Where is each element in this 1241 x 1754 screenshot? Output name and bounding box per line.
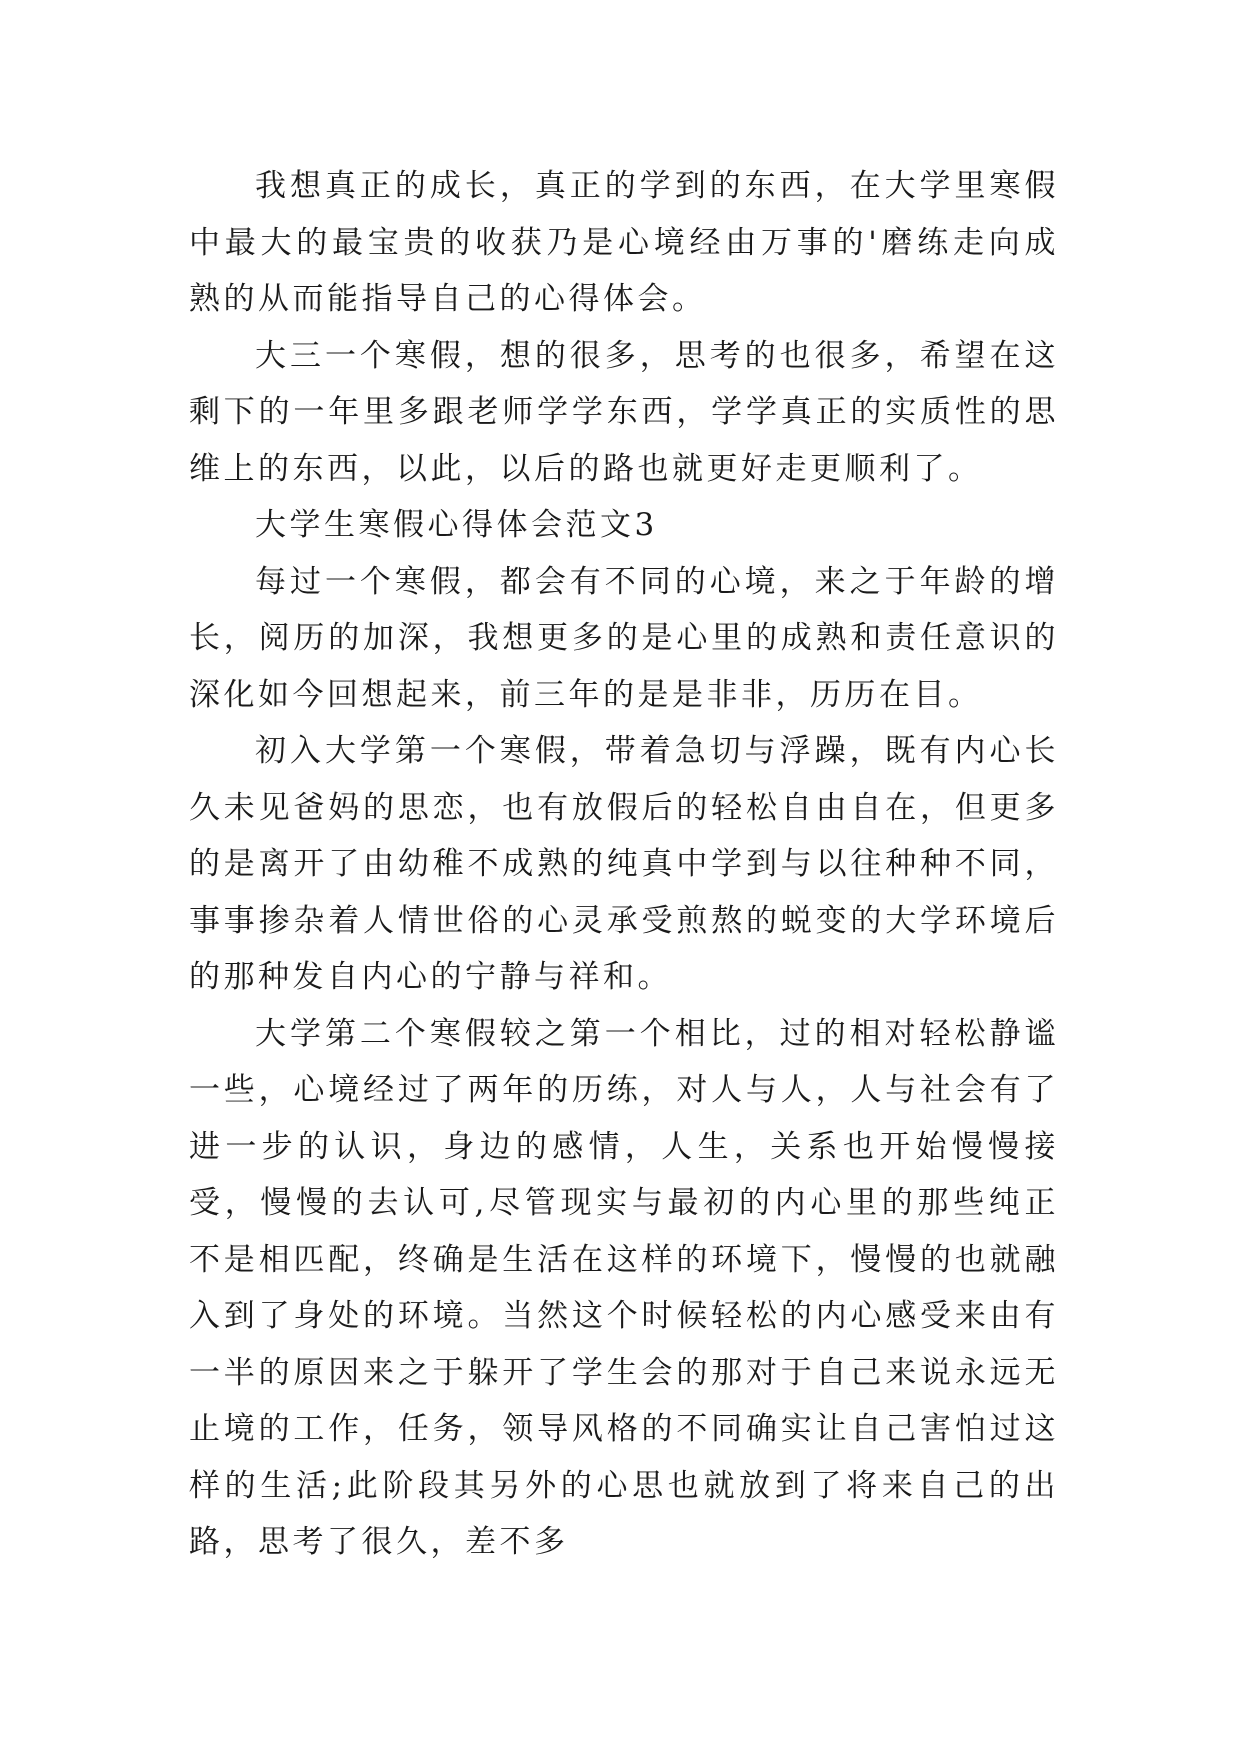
paragraph-5: 大学第二个寒假较之第一个相比，过的相对轻松静谧一些，心境经过了两年的历练，对人与人，人与社会有了进一步的认识，身边的感情，人生，关系也开始慢慢接受，慢慢的去认可,尽管现实与最初的内心里的那些纯正不是相匹配，终确是生活在这样的环境下，慢慢的也就融入到了身处的环境。当然这个时候轻松的内心感受来由有一半的原因来之于躲开了学生会的那对于自己来说永远无止境的工作，任务，领导风格的不同确实让自己害怕过这样的生活;此阶段其另外的心思也就放到了将来自己的出路，思考了很久，差不多 [189,1015,1059,1560]
paragraph-3: 每过一个寒假，都会有不同的心境，来之于年龄的增长，阅历的加深，我想更多的是心里的成熟和责任意识的深化如今回想起来，前三年的是是非非，历历在目。 [189,563,1059,713]
paragraph-2: 大三一个寒假，想的很多，思考的也很多，希望在这剩下的一年里多跟老师学学东西，学学真正的实质性的思维上的东西，以此，以后的路也就更好走更顺利了。 [189,337,1059,487]
paragraph-4: 初入大学第一个寒假，带着急切与浮躁，既有内心长久未见爸妈的思恋，也有放假后的轻松自由自在，但更多的是离开了由幼稚不成熟的纯真中学到与以往种种不同，事事掺杂着人情世俗的心灵承受煎熬的蜕变的大学环境后的那种发自内心的宁静与祥和。 [189,733,1059,995]
document-body [189,158,1059,1571]
paragraph-1: 我想真正的成长，真正的学到的东西，在大学里寒假中最大的最宝贵的收获乃是心境经由万事的'磨练走向成熟的从而能指导自己的心得体会。 [189,168,1059,317]
section-heading: 大学生寒假心得体会范文3 [255,507,658,543]
